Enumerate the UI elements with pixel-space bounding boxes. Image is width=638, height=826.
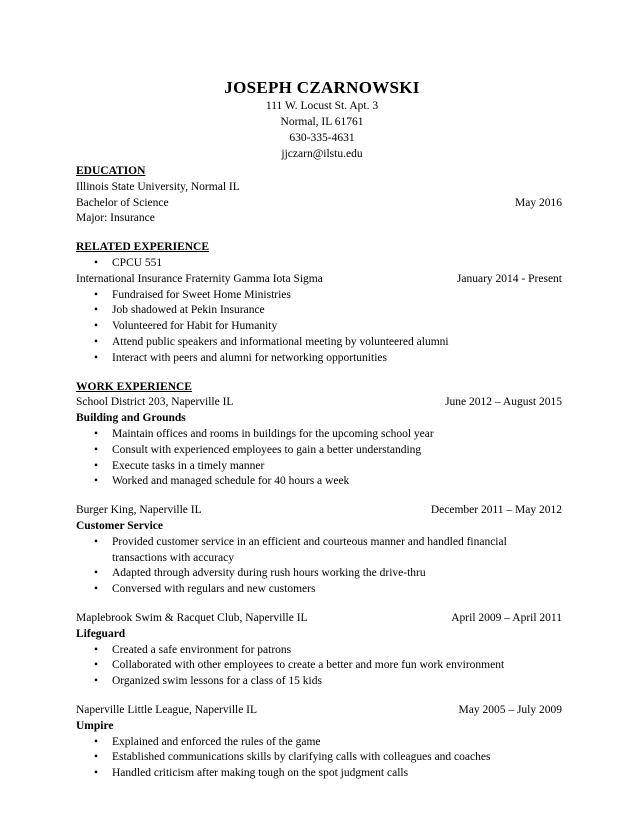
list-item: • Collaborated with other employees to create a better and more fun work environment bbox=[76, 658, 562, 674]
job-employer: School District 203, Naperville IL bbox=[76, 396, 234, 409]
job-entry bbox=[76, 503, 562, 598]
phone-number: 630-335-4631 bbox=[289, 132, 355, 144]
list-item: • Explained and enforced the rules of the game bbox=[76, 735, 562, 751]
certification-list bbox=[76, 256, 562, 272]
job-header-row bbox=[76, 395, 562, 411]
job-bullets bbox=[76, 643, 562, 690]
resume-body bbox=[76, 164, 562, 782]
job-date: December 2011 – May 2012 bbox=[430, 504, 562, 517]
list-item: • Maintain offices and rooms in buildings for the upcoming school year bbox=[76, 427, 562, 443]
job-bullets bbox=[76, 427, 562, 490]
organization-row bbox=[76, 272, 562, 288]
job-entry bbox=[76, 703, 562, 782]
list-item: • Attend public speakers and informational meeting by volunteered alumni bbox=[76, 335, 562, 351]
organization-date: January 2014 - Present bbox=[456, 272, 562, 285]
education-school: Illinois State University, Normal IL bbox=[76, 180, 240, 193]
organization-name: International Insurance Fraternity Gamma Iota Sigma bbox=[76, 272, 323, 285]
job-entry bbox=[76, 395, 562, 490]
list-item: • Provided customer service in an efficient and courteous manner and handled financial transactions with accuracy bbox=[76, 535, 562, 567]
job-bullets bbox=[76, 735, 562, 782]
applicant-name: JOSEPH CZARNOWSKI bbox=[224, 78, 420, 97]
list-item: • Worked and managed schedule for 40 hours a week bbox=[76, 474, 562, 490]
education-section bbox=[76, 164, 562, 227]
list-item: • Execute tasks in a timely manner bbox=[76, 459, 562, 475]
job-date: June 2012 – August 2015 bbox=[445, 396, 562, 409]
address-line-2: Normal, IL 61761 bbox=[280, 116, 364, 128]
related-bullets bbox=[76, 288, 562, 367]
email-address: jjczarn@ilstu.edu bbox=[281, 148, 363, 160]
list-item: • Handled criticism after making tough on the spot judgment calls bbox=[76, 766, 562, 782]
list-item: • Adapted through adversity during rush hours working the drive-thru bbox=[76, 566, 562, 582]
related-experience-section bbox=[76, 240, 562, 366]
list-item: • Consult with experienced employees to gain a better understanding bbox=[76, 443, 562, 459]
education-degree-row bbox=[76, 196, 562, 212]
job-date: April 2009 – April 2011 bbox=[451, 611, 562, 624]
job-role: Umpire bbox=[76, 719, 114, 732]
job-bullets bbox=[76, 535, 562, 598]
list-item: • Created a safe environment for patrons bbox=[76, 643, 562, 659]
list-item: • Organized swim lessons for a class of 15 kids bbox=[76, 674, 562, 690]
list-item: • Interact with peers and alumni for networking opportunities bbox=[76, 351, 562, 367]
job-role: Lifeguard bbox=[76, 627, 126, 640]
list-item: • Conversed with regulars and new customers bbox=[76, 582, 562, 598]
job-entry bbox=[76, 611, 562, 690]
list-item: • Fundraised for Sweet Home Ministries bbox=[76, 288, 562, 304]
resume-header bbox=[0, 78, 638, 162]
list-item: • Job shadowed at Pekin Insurance bbox=[76, 303, 562, 319]
job-employer: Maplebrook Swim & Racquet Club, Naperville IL bbox=[76, 611, 308, 624]
list-item: • Established communications skills by clarifying calls with colleagues and coaches bbox=[76, 750, 562, 766]
education-major: Major: Insurance bbox=[76, 212, 155, 225]
education-degree: Bachelor of Science bbox=[76, 196, 169, 209]
work-experience-heading: WORK EXPERIENCE bbox=[76, 380, 192, 393]
job-role: Customer Service bbox=[76, 519, 163, 532]
job-header-row bbox=[76, 611, 562, 627]
job-employer: Burger King, Naperville IL bbox=[76, 504, 202, 517]
list-item: • CPCU 551 bbox=[76, 256, 562, 272]
job-role: Building and Grounds bbox=[76, 412, 186, 425]
work-experience-section bbox=[76, 380, 562, 782]
list-item: • Volunteered for Habit for Humanity bbox=[76, 319, 562, 335]
job-header-row bbox=[76, 703, 562, 719]
address-line-1: 111 W. Locust St. Apt. 3 bbox=[265, 100, 379, 112]
education-date: May 2016 bbox=[515, 196, 562, 209]
education-heading: EDUCATION bbox=[76, 165, 146, 177]
related-experience-heading: RELATED EXPERIENCE bbox=[76, 241, 210, 254]
job-header-row bbox=[76, 503, 562, 519]
job-employer: Naperville Little League, Naperville IL bbox=[76, 703, 258, 716]
job-date: May 2005 – July 2009 bbox=[458, 703, 562, 716]
